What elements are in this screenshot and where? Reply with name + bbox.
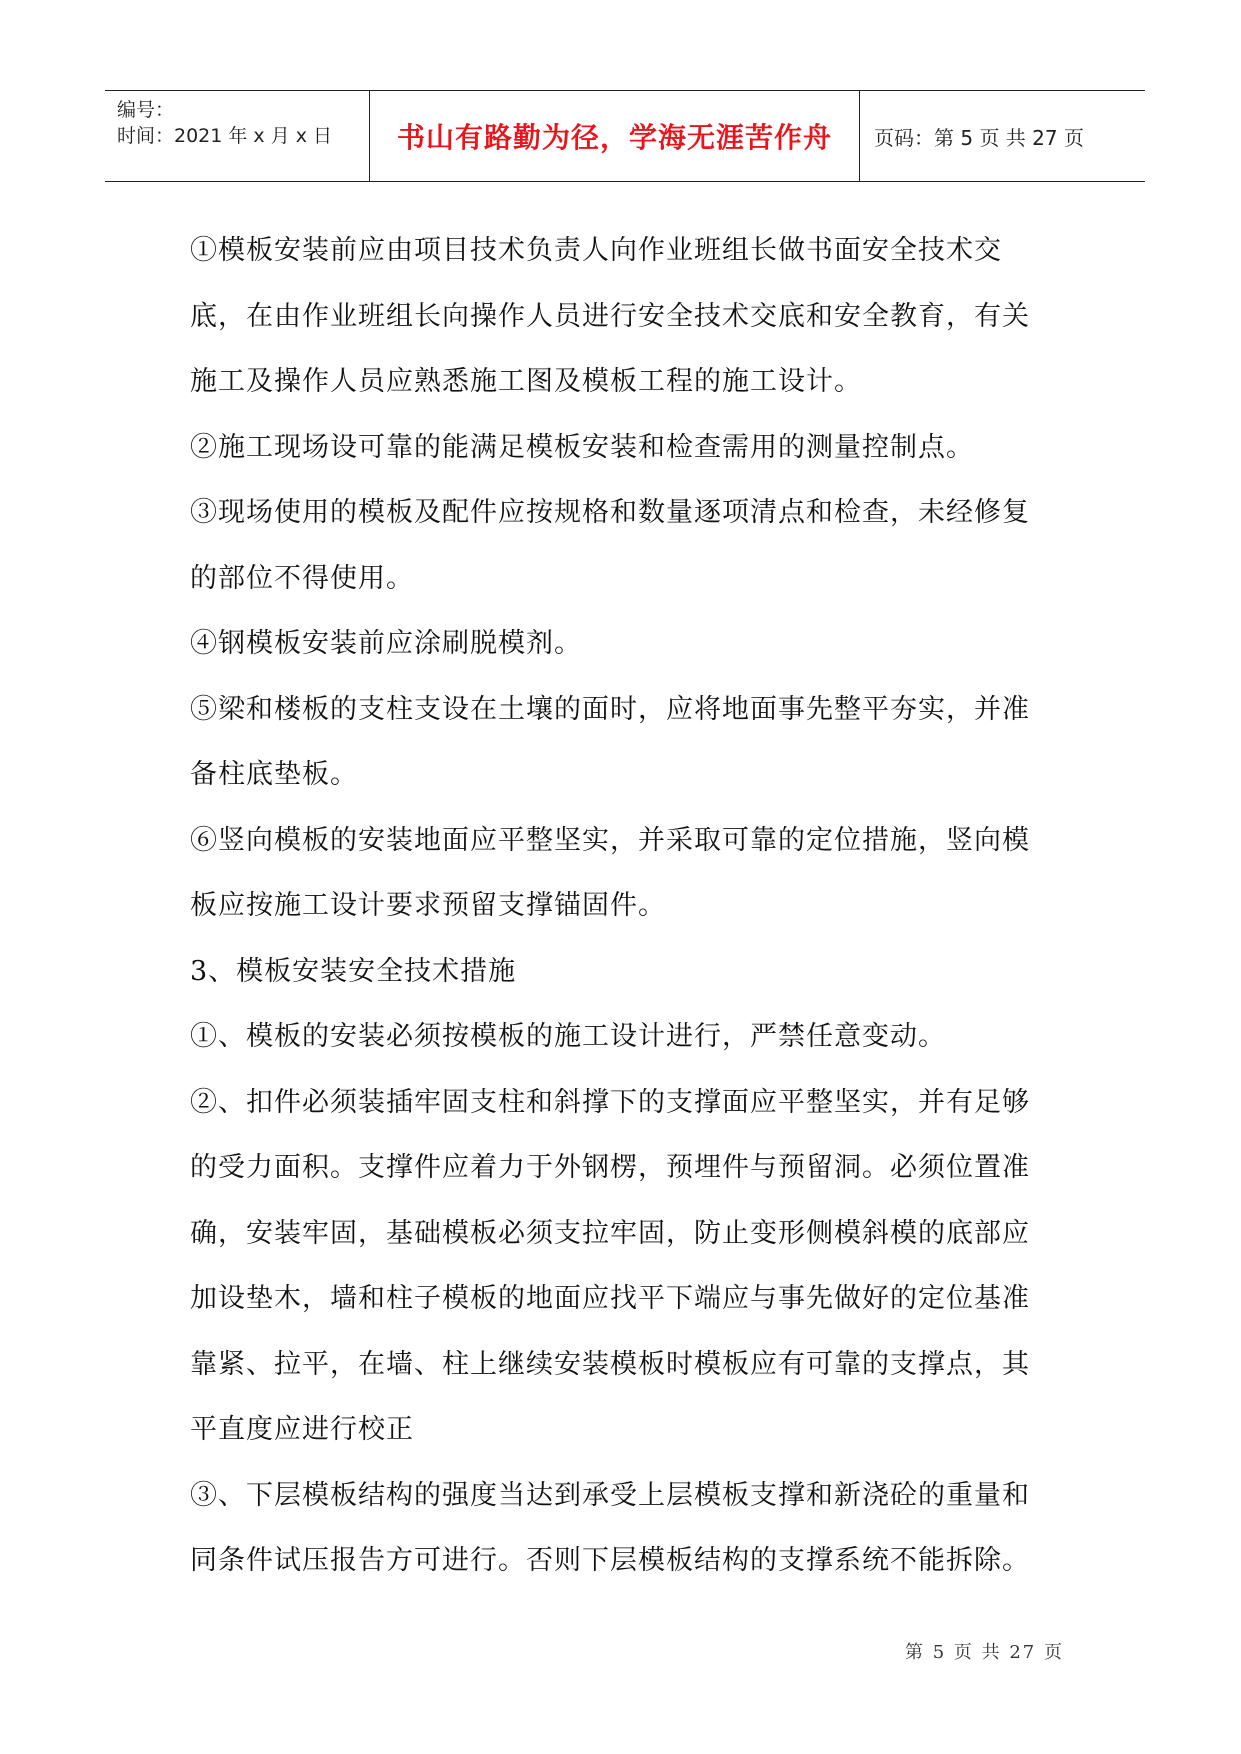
body-line: 的受力面积。支撑件应着力于外钢楞，预埋件与预留洞。必须位置准: [190, 1152, 1030, 1183]
document-body: [190, 218, 1070, 1594]
body-line: ③、下层模板结构的强度当达到承受上层模板支撑和新浇砼的重量和: [190, 1479, 1030, 1511]
body-line: 靠紧、拉平，在墙、柱上继续安装模板时模板应有可靠的支撑点，其: [190, 1348, 1030, 1380]
serial-number-label: 编号：: [117, 99, 175, 121]
body-line: 的部位不得使用。: [190, 562, 414, 594]
body-line: ④钢模板安装前应涂刷脱模剂。: [190, 628, 582, 659]
body-line: 同条件试压报告方可进行。否则下层模板结构的支撑系统不能拆除。: [190, 1545, 1030, 1576]
body-line: 备柱底垫板。: [190, 759, 358, 790]
body-line: 加设垫木，墙和柱子模板的地面应找平下端应与事先做好的定位基准: [190, 1283, 1030, 1314]
body-line: ①、模板的安装必须按模板的施工设计进行，严禁任意变动。: [190, 1021, 946, 1052]
header-meta-cell: [105, 91, 370, 181]
body-line: 施工及操作人员应熟悉施工图及模板工程的施工设计。: [190, 366, 862, 397]
body-line: 确，安装牢固，基础模板必须支拉牢固，防止变形侧模斜模的底部应: [190, 1217, 1030, 1249]
header-page-number: 页码：第 5 页 共 27 页: [874, 125, 1084, 150]
time-label: 时间：2021 年 x 月 x 日: [117, 125, 333, 147]
header-motto: 书山有路勤为径，学海无涯苦作舟: [370, 91, 860, 181]
body-line: ②施工现场设可靠的能满足模板安装和检查需用的测量控制点。: [190, 431, 974, 463]
body-line: ⑤梁和楼板的支柱支设在土壤的面时，应将地面事先整平夯实，并准: [190, 693, 1030, 725]
body-line: 底，在由作业班组长向操作人员进行安全技术交底和安全教育，有关: [190, 300, 1030, 332]
body-line: 平直度应进行校正: [190, 1414, 414, 1445]
body-line: ②、扣件必须装插牢固支柱和斜撑下的支撑面应平整坚实，并有足够: [190, 1086, 1030, 1118]
body-line: ①模板安装前应由项目技术负责人向作业班组长做书面安全技术交: [190, 235, 1002, 266]
page-footer-number: 第 5 页 共 27 页: [905, 1642, 1064, 1663]
section-heading: 3、模板安装安全技术措施: [190, 955, 517, 987]
body-line: ⑥竖向模板的安装地面应平整坚实，并采取可靠的定位措施，竖向模: [190, 824, 1030, 856]
body-line: 板应按施工设计要求预留支撑锚固件。: [190, 890, 666, 921]
page-header: [105, 90, 1145, 182]
body-line: ③现场使用的模板及配件应按规格和数量逐项清点和检查，未经修复: [190, 497, 1030, 528]
